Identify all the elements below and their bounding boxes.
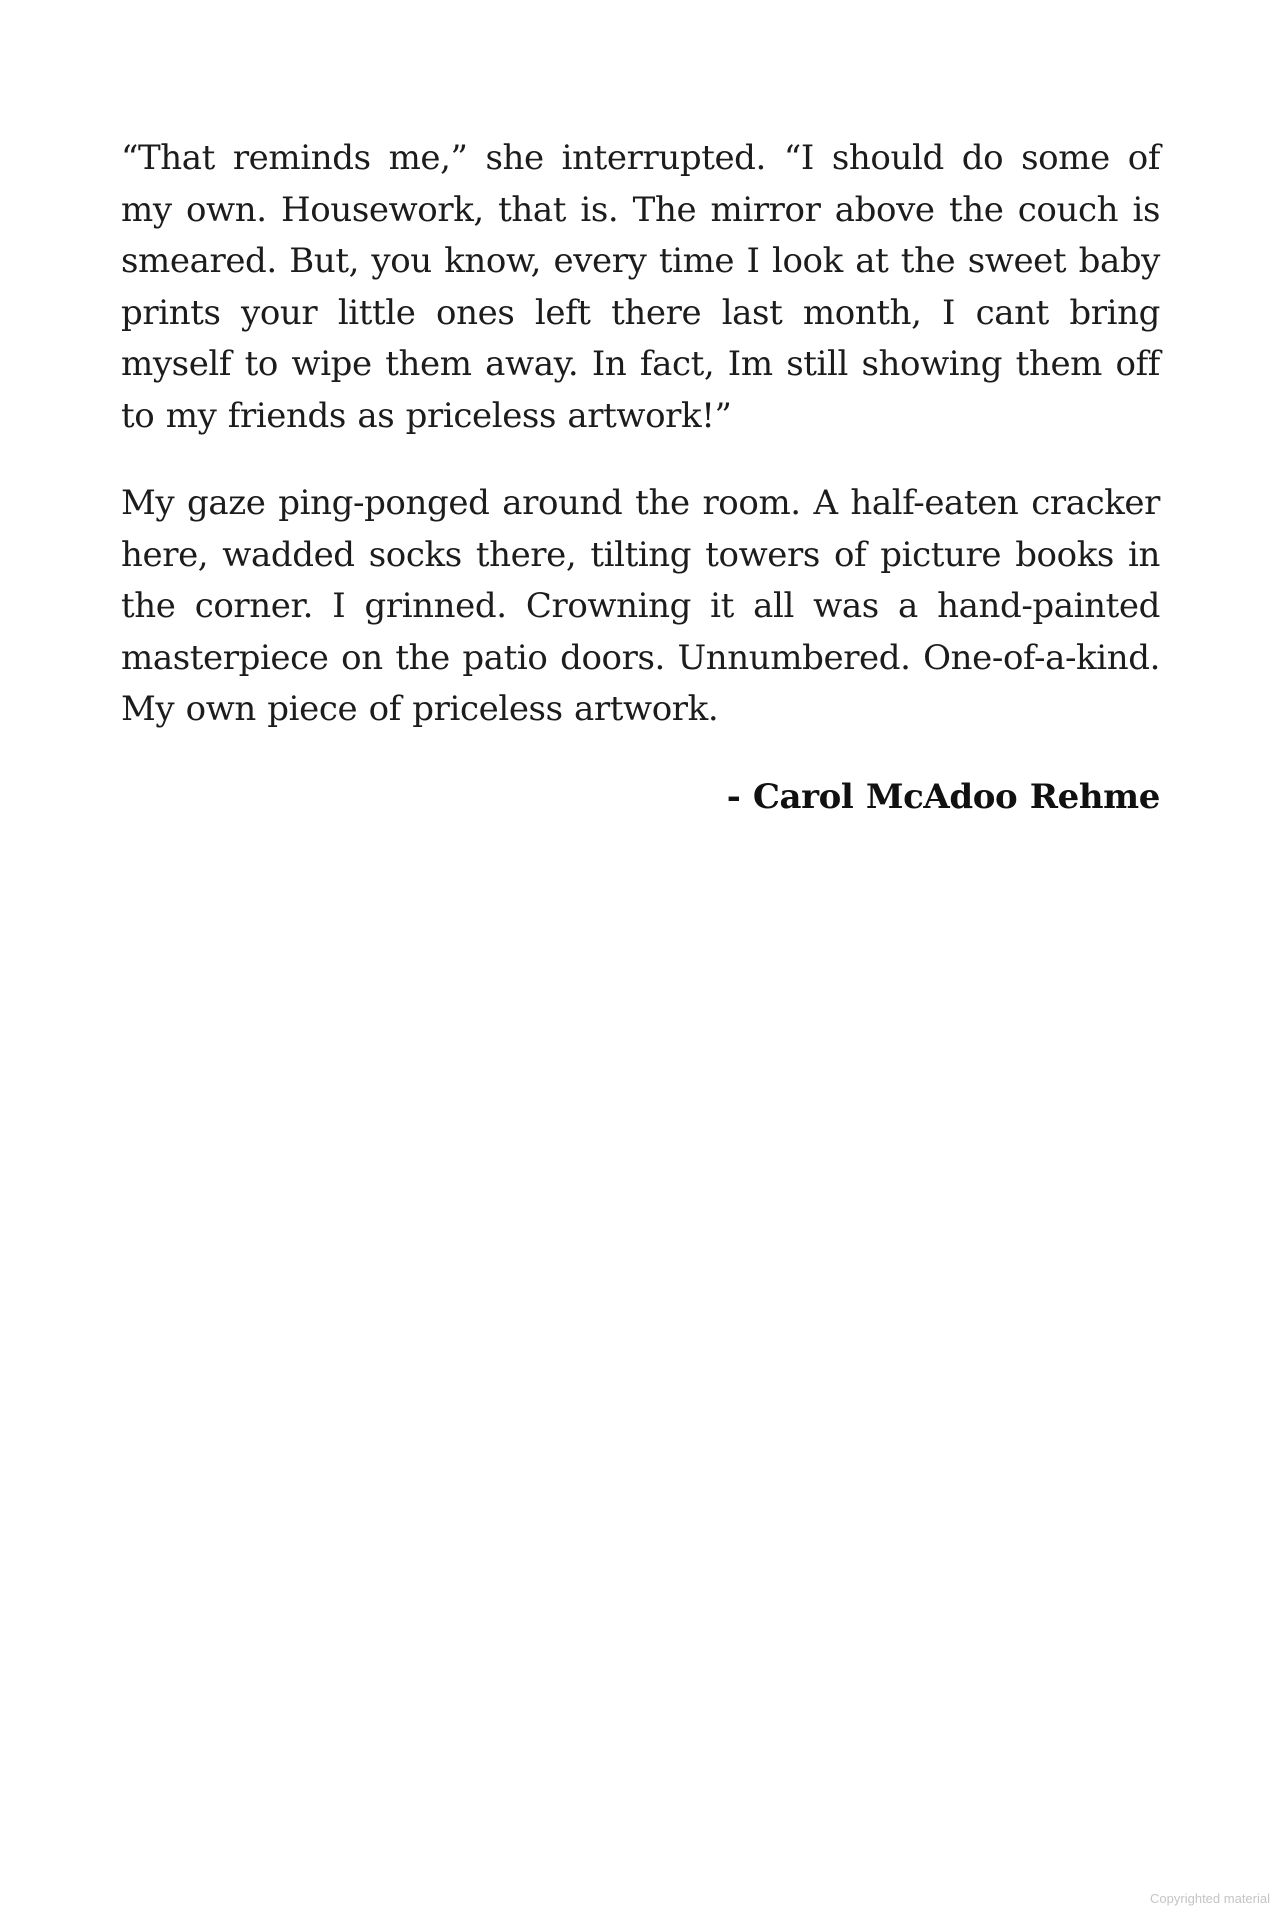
paragraph-1: “That reminds me,” she interrupted. “I should do some of my own. Housework, that is. The mirror above the couch is smeared. But, you know, every time I look at the sweet baby prints your little ones left there last month, I cant bring myself to wipe them away. In fact, Im still showing them off to my friends as priceless artwork!”	[121, 138, 1160, 436]
story-text	[121, 133, 1160, 823]
copyright-notice: Copyrighted material	[1150, 1891, 1270, 1906]
author-attribution: - Carol McAdoo Rehme	[726, 776, 1160, 817]
paragraph-2: My gaze ping-ponged around the room. A half-eaten cracker here, wadded socks there, tilting towers of picture books in the corner. I grinned. Crowning it all was a hand-painted masterpiece on the patio doors. Unnumbered. One-of-a-kind. My own piece of priceless artwork.	[121, 483, 1160, 729]
